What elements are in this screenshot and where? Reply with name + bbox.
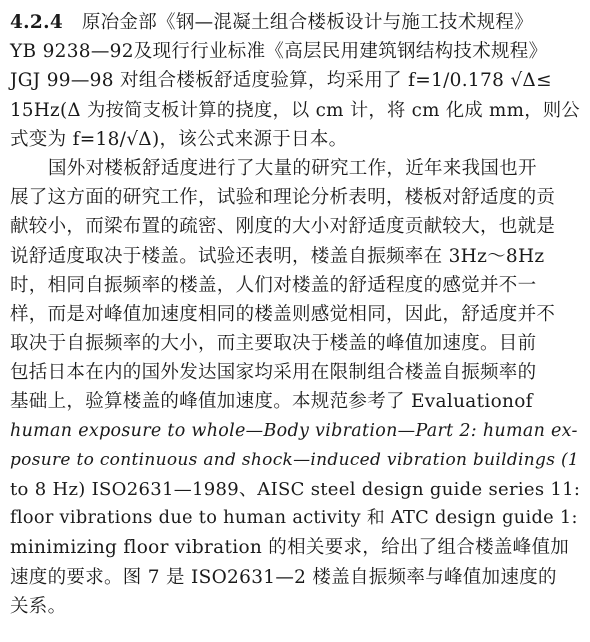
text-line-7: 展了这方面的研究工作，试验和理论分析表明，楼板对舒适度的贡 (10, 187, 556, 209)
text-line-13: 包括日本在内的国外发达国家均采用在限制组合楼盖自振频率的 (10, 362, 537, 384)
text-line-12: 取决于自振频率的大小，而主要取决于楼盖的峰值加速度。目前 (10, 333, 537, 355)
text-line-18: floor vibrations due to human activity 和 ATC design guide 1: (10, 508, 578, 529)
text-line-21: 关系。 (10, 595, 67, 617)
text-line-3: JGJ 99—98 对组合楼板舒适度验算，均采用了 f=1/0.178 √Δ≤ (10, 70, 552, 92)
text-line-16: posure to continuous and shock—induced vibration buildings (1 (10, 449, 579, 470)
text-line-5: 式变为 f=18/√Δ)，该公式来源于日本。 (10, 128, 348, 150)
text-line-2: YB 9238—92及现行行业标准《高层民用建筑钢结构技术规程》 (10, 41, 548, 63)
text-line-17: to 8 Hz) ISO2631—1989、AISC steel design guide series 11: (10, 479, 581, 500)
section-line-1-text: 原冶金部《钢—混凝土组合楼板设计与施工技术规程》 (81, 12, 534, 33)
text-line-19: minimizing floor vibration 的相关要求，给出了组合楼盖峰值加 (10, 537, 570, 559)
document-page (10, 8, 584, 621)
text-line-6: 国外对楼板舒适度进行了大量的研究工作，近年来我国也开 (48, 157, 537, 179)
text-line-9: 说舒适度取决于楼盖。试验还表明，楼盖自振频率在 3Hz～8Hz (10, 245, 545, 267)
section-number: 4.2.4 (10, 12, 63, 33)
text-line-4: 15Hz(Δ 为按简支板计算的挠度，以 cm 计，将 cm 化成 mm，则公 (10, 99, 580, 121)
text-line-1 (10, 8, 584, 37)
text-line-11: 样，而是对峰值加速度相同的楼盖则感觉相同，因此，舒适度并不 (10, 303, 556, 325)
text-line-10: 时，相同自振频率的楼盖，人们对楼盖的舒适程度的感觉并不一 (10, 274, 537, 296)
text-line-20: 速度的要求。图 7 是 ISO2631—2 楼盖自振频率与峰值加速度的 (10, 566, 557, 588)
text-line-15: human exposure to whole—Body vibration—Part 2: human ex- (10, 420, 578, 441)
text-line-8: 献较小，而梁布置的疏密、刚度的大小对舒适度贡献较大，也就是 (10, 216, 556, 238)
text-line-14: 基础上，验算楼盖的峰值加速度。本规范参考了 Evaluationof (10, 391, 533, 413)
